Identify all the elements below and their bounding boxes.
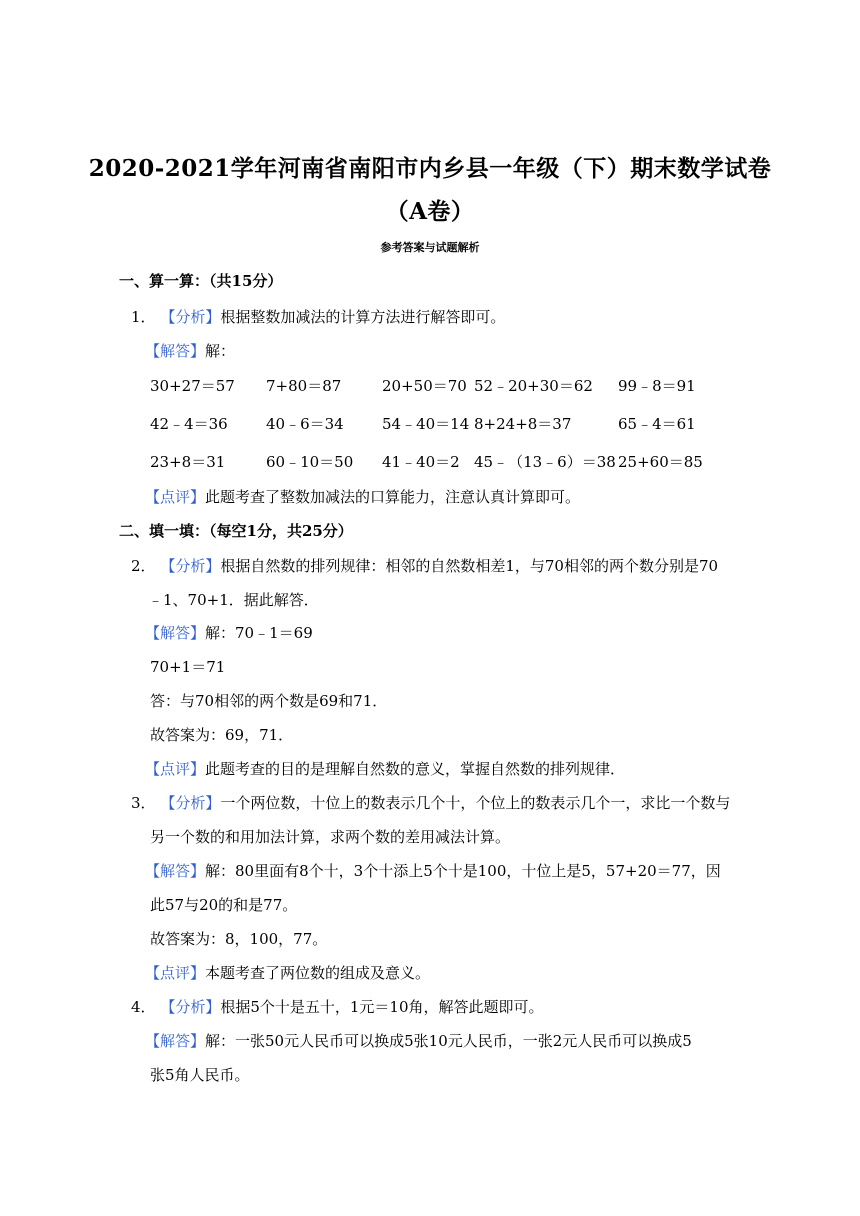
answer-tag: 【解答】 <box>145 862 206 880</box>
question-3-analysis <box>131 792 730 813</box>
analysis-text: 根据自然数的排列规律：相邻的自然数相差1，与70相邻的两个数分别是70 <box>220 557 719 575</box>
question-number: 3． <box>131 794 156 812</box>
question-number: 2． <box>131 557 156 575</box>
calc-cell: 42﹣4＝36 <box>150 415 228 433</box>
question-1-comment <box>145 486 580 507</box>
calc-cell: 41﹣40＝2 <box>382 453 460 471</box>
question-2-analysis-cont: ﹣1、70+1．据此解答． <box>148 591 319 609</box>
calc-cell: 8+24+8＝37 <box>474 415 572 433</box>
comment-tag: 【点评】 <box>145 964 206 982</box>
answer-line: 70+1＝71 <box>150 658 226 676</box>
question-number: 1． <box>131 308 156 326</box>
calc-cell: 30+27＝57 <box>150 377 235 395</box>
question-2-comment <box>145 758 625 779</box>
document-subtitle: 参考答案与试题解析 <box>380 241 480 254</box>
answer-line: 故答案为：8，100，77。 <box>150 930 328 948</box>
question-2-answer <box>145 622 313 643</box>
answer-line: 故答案为：69，71． <box>150 726 294 744</box>
answer-text: 解：70﹣1＝69 <box>205 624 313 642</box>
comment-text: 此题考查了整数加减法的口算能力，注意认真计算即可。 <box>205 488 581 506</box>
question-1-analysis <box>131 306 505 327</box>
calc-cell: 60﹣10＝50 <box>266 453 354 471</box>
calc-cell: 99﹣8＝91 <box>618 377 696 395</box>
calc-cell: 20+50＝70 <box>382 377 467 395</box>
document-title: 2020-2021学年河南省南阳市内乡县一年级（下）期末数学试卷 <box>88 155 772 182</box>
answer-line: 此57与20的和是77。 <box>150 896 298 914</box>
answer-text: 解： <box>205 342 236 360</box>
comment-tag: 【点评】 <box>145 488 206 506</box>
question-3-comment <box>145 962 430 983</box>
answer-tag: 【解答】 <box>145 342 206 360</box>
calc-cell: 45﹣（13﹣6）＝38 <box>474 453 616 471</box>
calc-cell: 23+8＝31 <box>150 453 226 471</box>
analysis-text: 根据整数加减法的计算方法进行解答即可。 <box>220 308 506 326</box>
calc-cell: 7+80＝87 <box>266 377 342 395</box>
analysis-tag: 【分析】 <box>160 557 221 575</box>
comment-tag: 【点评】 <box>145 760 206 778</box>
analysis-tag: 【分析】 <box>160 308 221 326</box>
calc-cell: 52﹣20+30＝62 <box>474 377 593 395</box>
answer-line: 答：与70相邻的两个数是69和71． <box>150 692 388 710</box>
answer-tag: 【解答】 <box>145 1032 206 1050</box>
answer-text: 解：一张50元人民币可以换成5张10元人民币，一张2元人民币可以换成5 <box>205 1032 692 1050</box>
analysis-tag: 【分析】 <box>160 998 221 1016</box>
section-heading-1: 一、算一算：（共15分） <box>119 272 283 290</box>
answer-line: 张5角人民币。 <box>150 1066 250 1084</box>
analysis-text: 一个两位数，十位上的数表示几个十，个位上的数表示几个一，求比一个数与 <box>220 794 731 812</box>
comment-text: 此题考查的目的是理解自然数的意义，掌握自然数的排列规律． <box>205 760 626 778</box>
document-title-line2: （A卷） <box>385 198 475 225</box>
analysis-tag: 【分析】 <box>160 794 221 812</box>
section-heading-2: 二、填一填：（每空1分，共25分） <box>119 522 353 540</box>
answer-text: 解：80里面有8个十，3个十添上5个十是100，十位上是5，57+20＝77，因 <box>205 862 721 880</box>
question-3-answer <box>145 860 721 881</box>
question-3-analysis-cont: 另一个数的和用加法计算，求两个数的差用减法计算。 <box>150 828 511 846</box>
question-4-analysis <box>131 996 544 1017</box>
question-1-answer <box>145 340 235 361</box>
analysis-text: 根据5个十是五十，1元＝10角，解答此题即可。 <box>220 998 544 1016</box>
question-4-answer <box>145 1030 692 1051</box>
comment-text: 本题考查了两位数的组成及意义。 <box>205 964 431 982</box>
calc-cell: 54﹣40＝14 <box>382 415 470 433</box>
calc-cell: 40﹣6＝34 <box>266 415 344 433</box>
calc-cell: 65﹣4＝61 <box>618 415 696 433</box>
answer-tag: 【解答】 <box>145 624 206 642</box>
calc-cell: 25+60＝85 <box>618 453 703 471</box>
question-number: 4． <box>131 998 156 1016</box>
question-2-analysis <box>131 555 718 576</box>
